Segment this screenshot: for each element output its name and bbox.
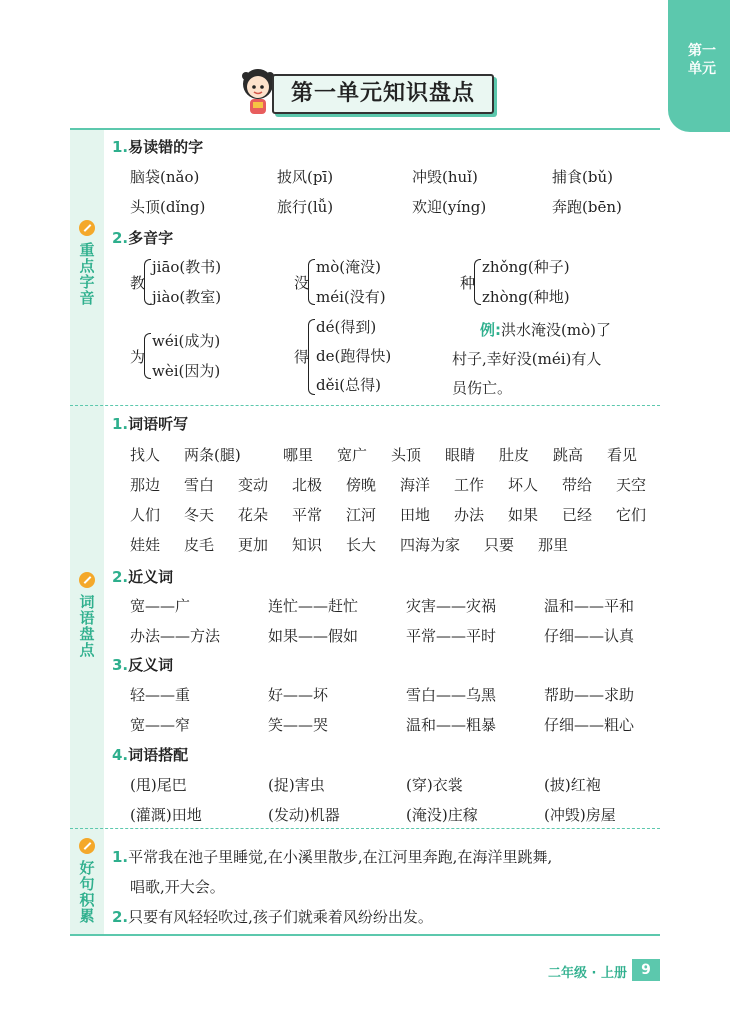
section-divider: [70, 828, 660, 829]
example-line: 洪水淹没(mò)了: [501, 321, 611, 339]
subheading-number: 1.: [112, 415, 129, 433]
example-line: 村子,幸好没(méi)有人: [452, 350, 602, 368]
pinyin-item: 脑袋(nǎo): [130, 168, 200, 186]
polyphone-reading: dé(得到): [316, 318, 377, 336]
antonym-pair: 仔细——粗心: [544, 716, 635, 734]
antonym-pair: 笑——哭: [268, 716, 329, 734]
pinyin-item: 捕食(bǔ): [552, 168, 613, 186]
sentence-1-continued: 唱歌,开大会。: [130, 878, 225, 896]
dictation-word: 那里: [538, 536, 569, 554]
synonym-pair: 如果——假如: [268, 627, 359, 645]
pencil-icon: [79, 838, 95, 854]
pinyin-item: 欢迎(yíng): [412, 198, 487, 216]
section-title: 好句积累: [77, 860, 96, 924]
synonym-pair: 连忙——赶忙: [268, 597, 359, 615]
polyphone-group: [460, 256, 620, 312]
dictation-word: 肚皮: [499, 446, 530, 464]
brace: [144, 259, 151, 305]
synonym-pair: 仔细——认真: [544, 627, 635, 645]
unit-side-tab[interactable]: [668, 0, 730, 132]
antonym-pair: 好——坏: [268, 686, 329, 704]
collocation-item: (甩)尾巴: [130, 776, 187, 794]
section-label-vocabulary: [70, 572, 104, 658]
dictation-word: 哪里: [283, 446, 314, 464]
synonym-pair: 宽——广: [130, 597, 191, 615]
polyphone-char: 教: [130, 274, 146, 292]
pinyin-item: 奔跑(bēn): [552, 198, 622, 216]
sentence-number: 2.: [112, 908, 129, 926]
page-title: 第一单元知识盘点: [290, 81, 475, 106]
dictation-word: 天空: [616, 476, 647, 494]
pencil-icon: [79, 220, 95, 236]
polyphone-group: [130, 256, 270, 312]
polyphone-reading: méi(没有): [316, 288, 386, 306]
grade-label: 二年级 · 上册: [548, 966, 627, 981]
dictation-word: 两条(腿): [184, 446, 241, 464]
synonym-pair: 灾害——灾祸: [406, 597, 497, 615]
dictation-word: 变动: [238, 476, 269, 494]
dictation-word: 娃娃: [130, 536, 161, 554]
subheading-number: 1.: [112, 138, 129, 156]
polyphone-char: 种: [460, 274, 476, 292]
synonym-pair: 温和——平和: [544, 597, 635, 615]
polyphone-reading: jiāo(教书): [152, 258, 222, 276]
polyphone-example: [452, 316, 658, 403]
section-divider: [70, 405, 660, 406]
dictation-word: 如果: [508, 506, 539, 524]
collocation-item: (捉)害虫: [268, 776, 325, 794]
title-box: [272, 74, 494, 114]
dictation-word: 长大: [346, 536, 377, 554]
page-header: [238, 66, 498, 120]
dictation-word: 它们: [616, 506, 647, 524]
dictation-word: 冬天: [184, 506, 215, 524]
polyphone-char: 为: [130, 348, 146, 366]
dictation-word: 田地: [400, 506, 431, 524]
section-title: 重点字音: [77, 242, 96, 306]
collocation-item: (淹没)庄稼: [406, 806, 478, 824]
subheading-number: 3.: [112, 656, 129, 674]
sentence-text: 只要有风轻轻吹过,孩子们就乘着风纷纷出发。: [128, 908, 433, 926]
polyphone-reading: zhòng(种地): [482, 288, 570, 306]
subheading-number: 2.: [112, 229, 129, 247]
section-title: 词语盘点: [77, 594, 96, 658]
section-label-sentences: [70, 838, 104, 924]
subheading-antonyms: [112, 654, 173, 675]
collocation-item: (冲毁)房屋: [544, 806, 616, 824]
polyphone-reading: děi(总得): [316, 376, 381, 394]
antonym-pair: 宽——窄: [130, 716, 191, 734]
dictation-word: 办法: [454, 506, 485, 524]
dictation-word: 已经: [562, 506, 593, 524]
subheading-pinyin: [112, 136, 203, 157]
bottom-rule: [70, 934, 660, 936]
dictation-word: 那边: [130, 476, 161, 494]
antonym-pair: 雪白——乌黑: [406, 686, 497, 704]
polyphone-reading: zhǒng(种子): [482, 258, 570, 276]
synonym-pair: 平常——平时: [406, 627, 497, 645]
subheading-text: 易读错的字: [128, 138, 204, 156]
sentence-1: [112, 846, 552, 867]
antonym-pair: 温和——粗暴: [406, 716, 497, 734]
dictation-word: 雪白: [184, 476, 215, 494]
dictation-word: 找人: [130, 446, 161, 464]
polyphone-reading: mò(淹没): [316, 258, 381, 276]
dictation-word: 北极: [292, 476, 323, 494]
polyphone-char: 没: [294, 274, 310, 292]
sentence-text: 平常我在池子里睡觉,在小溪里散步,在江河里奔跑,在海洋里跳舞,: [128, 848, 553, 866]
example-label: 例:: [480, 321, 501, 339]
dictation-word: 看见: [607, 446, 638, 464]
dictation-word: 宽广: [337, 446, 368, 464]
subheading-number: 4.: [112, 746, 129, 764]
synonym-pair: 办法——方法: [130, 627, 221, 645]
dictation-word: 眼睛: [445, 446, 476, 464]
pinyin-item: 旅行(lǚ): [277, 198, 334, 216]
dictation-word: 花朵: [238, 506, 269, 524]
pencil-icon: [79, 572, 95, 588]
subheading-text: 多音字: [128, 229, 174, 247]
sentence-2: [112, 906, 433, 927]
polyphone-group: [294, 316, 444, 402]
dictation-word: 傍晚: [346, 476, 377, 494]
collocation-item: (披)红袍: [544, 776, 601, 794]
dictation-word: 带给: [562, 476, 593, 494]
dictation-word: 工作: [454, 476, 485, 494]
subheading-synonyms: [112, 566, 173, 587]
polyphone-reading: de(跑得快): [316, 347, 392, 365]
antonym-pair: 帮助——求助: [544, 686, 635, 704]
subheading-text: 反义词: [128, 656, 174, 674]
polyphone-char: 得: [294, 348, 310, 366]
sentence-number: 1.: [112, 848, 129, 866]
polyphone-group: [130, 330, 270, 386]
dictation-word: 知识: [292, 536, 323, 554]
page-number: 9: [632, 959, 660, 981]
collocation-item: (发动)机器: [268, 806, 340, 824]
polyphone-reading: wèi(因为): [152, 362, 221, 380]
brace: [144, 333, 151, 379]
example-line: 员伤亡。: [452, 379, 513, 397]
pinyin-item: 头顶(dǐng): [130, 198, 206, 216]
dictation-word: 坏人: [508, 476, 539, 494]
dictation-word: 头顶: [391, 446, 422, 464]
unit-side-tab-label: 第一单元: [688, 43, 716, 77]
pinyin-item: 冲毁(huǐ): [412, 168, 478, 186]
dictation-word: 只要: [484, 536, 515, 554]
brace: [474, 259, 481, 305]
dictation-word: 更加: [238, 536, 269, 554]
subheading-collocations: [112, 744, 188, 765]
pinyin-item: 披风(pī): [277, 168, 334, 186]
dictation-word: 四海为家: [400, 536, 461, 554]
subheading-polyphones: [112, 227, 173, 248]
dictation-word: 海洋: [400, 476, 431, 494]
dictation-word: 江河: [346, 506, 377, 524]
collocation-item: (穿)衣裳: [406, 776, 463, 794]
polyphone-group: [294, 256, 434, 312]
subheading-text: 词语听写: [128, 415, 189, 433]
brace: [308, 259, 315, 305]
dictation-word: 皮毛: [184, 536, 215, 554]
subheading-dictation: [112, 413, 188, 434]
polyphone-reading: wéi(成为): [152, 332, 221, 350]
section-label-pronunciation: [70, 220, 104, 306]
subheading-text: 近义词: [128, 568, 174, 586]
subheading-number: 2.: [112, 568, 129, 586]
collocation-item: (灌溉)田地: [130, 806, 202, 824]
dictation-word: 人们: [130, 506, 161, 524]
top-rule: [70, 128, 660, 130]
polyphone-reading: jiào(教室): [152, 288, 222, 306]
dictation-word: 平常: [292, 506, 323, 524]
antonym-pair: 轻——重: [130, 686, 191, 704]
brace: [308, 319, 315, 395]
subheading-text: 词语搭配: [128, 746, 189, 764]
dictation-word: 跳高: [553, 446, 584, 464]
